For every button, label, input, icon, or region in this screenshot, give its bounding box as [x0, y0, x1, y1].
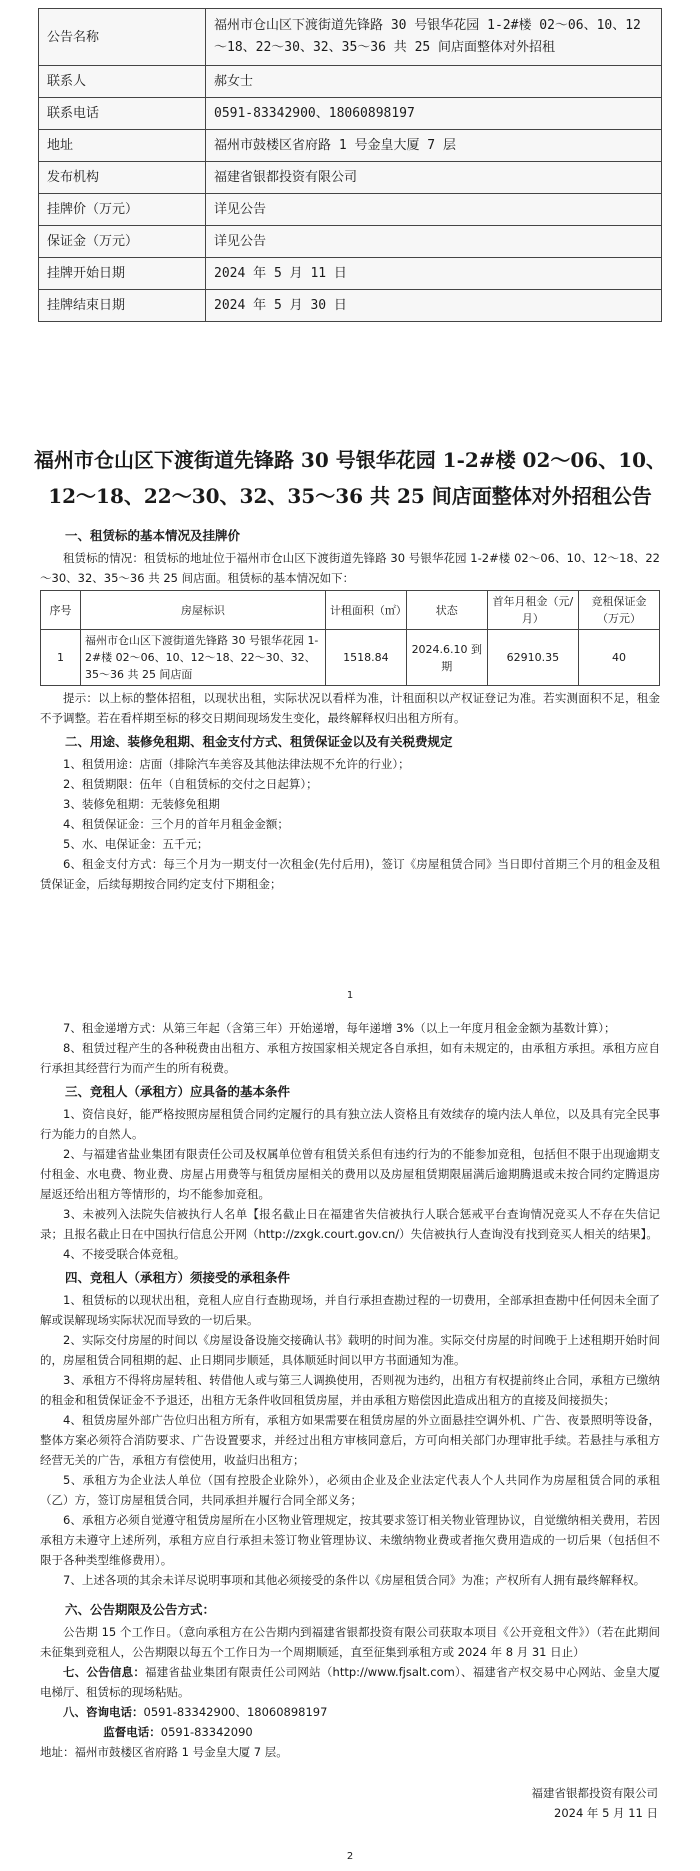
list-item: 5、承租方为企业法人单位（国有控股企业除外），必须由企业及企业法定代表人个人共同作为房屋租赁合同的承租（乙）方，签订房屋租赁合同，共同承担并履行合同全部义务；	[40, 1473, 660, 1507]
table-cell: 2024.6.10 到期	[406, 630, 487, 686]
section-heading: 二、用途、装修免租期、租金支付方式、租赁保证金以及有关税费规定	[65, 734, 453, 749]
list-item: 3、未被列入法院失信被执行人名单【报名截止日在福建省失信被执行人联合惩戒平台查询情况竞买人不存在失信记录；且报名截止日在中国执行信息公开网（http://zxgk.court.gov.cn/）失信被执行人查询没有找到竞买人相关的结果】。	[40, 1207, 660, 1241]
list-item: 2、与福建省盐业集团有限责任公司及权属单位曾有租赁关系但有违约行为的不能参加竞租，包括但不限于出现逾期支付租金、水电费、物业费、房屋占用费等与租赁房屋相关的费用以及房屋租赁期限届满后逾期腾退或未按合同约定腾退房屋返还给出租方等情形的，均不能参加竞租。	[40, 1147, 660, 1201]
announcement-info-table	[38, 8, 662, 322]
table-cell: 1518.84	[325, 630, 406, 686]
info-value: 详见公告	[206, 226, 662, 258]
list-item: 3、装修免租期：无装修免租期	[63, 797, 220, 811]
info-value: 2024 年 5 月 30 日	[206, 290, 662, 322]
list-item: 7、上述各项的其余未详尽说明事项和其他必须接受的条件以《房屋租赁合同》为准；产权所有人拥有最终解释权。	[63, 1573, 646, 1587]
table-cell: 62910.35	[487, 630, 578, 686]
info-row	[39, 194, 662, 226]
list-item: 5、水、电保证金：五千元；	[63, 837, 209, 851]
info-row	[39, 98, 662, 130]
info-value: 福建省银都投资有限公司	[206, 162, 662, 194]
page2-body	[40, 1018, 660, 1762]
consult-phone-line	[40, 1702, 660, 1722]
table-header: 首年月租金（元/月）	[487, 591, 578, 630]
section-heading: 三、竞租人（承租方）应具备的基本条件	[65, 1084, 291, 1099]
table-header: 序号	[41, 591, 81, 630]
table-header-row	[41, 591, 660, 630]
info-label: 保证金（万元）	[39, 226, 206, 258]
info-row	[39, 9, 662, 66]
list-item: 4、不接受联合体竞租。	[63, 1247, 186, 1261]
paragraph: 公告期 15 个工作日。（意向承租方在公告期内到福建省银都投资有限公司获取本项目《公开竞租文件》）（若在此期间未征集到竞租人，公告期限以每五个工作日为一个周期顺延，直至征集到承租方或 2024 年 8 月 31 日止）	[40, 1625, 660, 1659]
list-item: 1、租赁标的以现状出租，竞租人应自行查勘现场，并自行承担查勘过程的一切费用，全部承担查勘中任何因未全面了解或误解现场实际状况而导致的一切后果。	[40, 1293, 660, 1327]
info-value: 2024 年 5 月 11 日	[206, 258, 662, 290]
list-item: 2、租赁期限：伍年（自租赁标的交付之日起算）；	[63, 777, 318, 791]
info-label: 挂牌价（万元）	[39, 194, 206, 226]
info-value: 福州市鼓楼区省府路 1 号金皇大厦 7 层	[206, 130, 662, 162]
table-header: 计租面积（㎡）	[325, 591, 406, 630]
list-item: 1、资信良好，能严格按照房屋租赁合同约定履行的具有独立法人资格且有效续存的境内法人单位，以及具有完全民事行为能力的自然人。	[40, 1107, 660, 1141]
list-item: 1、租赁用途：店面（排除汽车美容及其他法律法规不允许的行业）；	[63, 757, 410, 771]
supervise-phone: 0591-83342090	[160, 1725, 253, 1739]
info-label: 联系电话	[39, 98, 206, 130]
list-item: 4、租赁保证金：三个月的首年月租金金额；	[63, 817, 289, 831]
page-number: 1	[346, 990, 354, 1001]
info-label: 地址	[39, 130, 206, 162]
page1-body	[40, 522, 660, 894]
address-line: 地址：福州市鼓楼区省府路 1 号金皇大厦 7 层。	[40, 1745, 288, 1759]
page-number: 2	[346, 1851, 354, 1862]
info-label: 挂牌结束日期	[39, 290, 206, 322]
info-row	[39, 226, 662, 258]
signing-date: 2024 年 5 月 11 日	[554, 1806, 658, 1820]
info-row	[39, 66, 662, 98]
list-item: 2、实际交付房屋的时间以《房屋设备设施交接确认书》载明的时间为准。实际交付房屋的时间晚于上述租期开始时间的，房屋租赁合同租期的起、止日期同步顺延，具体顺延时间以甲方书面通知为准。	[40, 1333, 660, 1367]
consult-phone: 0591-83342900、18060898197	[143, 1705, 328, 1719]
info-value: 0591-83342900、18060898197	[206, 98, 662, 130]
table-cell: 福州市仓山区下渡街道先锋路 30 号银华花园 1-2#楼 02～06、10、12～18、22～30、32、35～36 共 25 间店面	[80, 630, 325, 686]
info-value: 福州市仓山区下渡街道先锋路 30 号银华花园 1-2#楼 02～06、10、12～18、22～30、32、35～36 共 25 间店面整体对外招租	[206, 9, 662, 66]
info-row	[39, 162, 662, 194]
list-item: 6、承租方必须自觉遵守租赁房屋所在小区物业管理规定，按其要求签订相关物业管理协议，自觉缴纳相关费用，若因承租方未遵守上述所列，承租方应自行承担未签订物业管理协议、未缴纳物业费或者拖欠费用造成的一切后果（包括但不限于各种类型维修费用）。	[40, 1513, 660, 1567]
list-item: 8、租赁过程产生的各种税费由出租方、承租方按国家相关规定各自承担，如有未规定的，由承租方承担。承租方应自行承担其经营行为而产生的所有税费。	[40, 1041, 660, 1075]
info-label: 联系人	[39, 66, 206, 98]
paragraph: 租赁标的情况：租赁标的地址位于福州市仓山区下渡街道先锋路 30 号银华花园 1-2#楼 02～06、10、12～18、22～30、32、35～36 共 25 间店面。租赁标的基本情况如下：	[40, 551, 660, 585]
info-value: 详见公告	[206, 194, 662, 226]
table-cell: 1	[41, 630, 81, 686]
signature-block	[532, 1783, 659, 1823]
list-item: 6、租金支付方式：每三个月为一期支付一次租金(先付后用)，签订《房屋租赁合同》当日即付首期三个月的租金及租赁保证金，后续每期按合同约定支付下期租金；	[40, 857, 660, 891]
info-label: 公告名称	[39, 9, 206, 66]
info-row	[39, 290, 662, 322]
info-row	[39, 130, 662, 162]
info-value: 郝女士	[206, 66, 662, 98]
table-cell: 40	[578, 630, 659, 686]
supervise-phone-line	[40, 1722, 660, 1742]
info-label: 发布机构	[39, 162, 206, 194]
table-header: 房屋标识	[80, 591, 325, 630]
table-row	[41, 630, 660, 686]
announcement-title: 福州市仓山区下渡街道先锋路 30 号银华花园 1-2#楼 02～06、10、12～18、22～30、32、35～36 共 25 间店面整体对外招租公告	[33, 448, 667, 508]
section-heading: 八、咨询电话：	[63, 1705, 144, 1719]
info-line	[40, 1662, 660, 1702]
list-item: 7、租金递增方式：从第三年起（含第三年）开始递增，每年递增 3%（以上一年度月租金金额为基数计算）；	[63, 1021, 616, 1035]
paragraph: 福建省盐业集团有限责任公司网站（http://www.fjsalt.com）、福建省产权交易中心网站、金皇大厦电梯厅、租赁标的现场粘贴。	[40, 1665, 661, 1699]
supervise-label: 监督电话：	[103, 1725, 161, 1739]
list-item: 4、租赁房屋外部广告位归出租方所有，承租方如果需要在租赁房屋的外立面悬挂空调外机、广告、夜景照明等设备，整体方案必须符合消防要求、广告设置要求，并经过出租方审核同意后，方可向相关部门办理审批手续。若悬挂与承租方经营无关的广告，承租方有偿使用，收益归出租方；	[40, 1413, 660, 1467]
table-header: 竞租保证金（万元）	[578, 591, 659, 630]
info-row	[39, 258, 662, 290]
list-item: 3、承租方不得将房屋转租、转借他人或与第三人调换使用，否则视为违约，出租方有权提前终止合同，承租方已缴纳的租金和租赁保证金不予退还，出租方无条件收回租赁房屋，并由承租方赔偿因此造成出租方的直接及间接损失；	[40, 1373, 660, 1407]
signing-company: 福建省银都投资有限公司	[531, 1786, 658, 1800]
info-label: 挂牌开始日期	[39, 258, 206, 290]
table-header: 状态	[406, 591, 487, 630]
section-heading: 四、竞租人（承租方）须接受的承租条件	[65, 1270, 291, 1285]
section-heading: 一、租赁标的基本情况及挂牌价	[65, 528, 241, 543]
section-heading: 七、公告信息：	[63, 1665, 146, 1679]
section-heading: 六、公告期限及公告方式：	[65, 1602, 216, 1617]
paragraph: 提示：以上标的整体招租，以现状出租，实际状况以看样为准，计租面积以产权证登记为准。若实测面积不足，租金不予调整。若在看样期至标的移交日期间现场发生变化，最终解释权归出租方所有。	[40, 691, 660, 725]
lease-object-table	[40, 590, 660, 686]
